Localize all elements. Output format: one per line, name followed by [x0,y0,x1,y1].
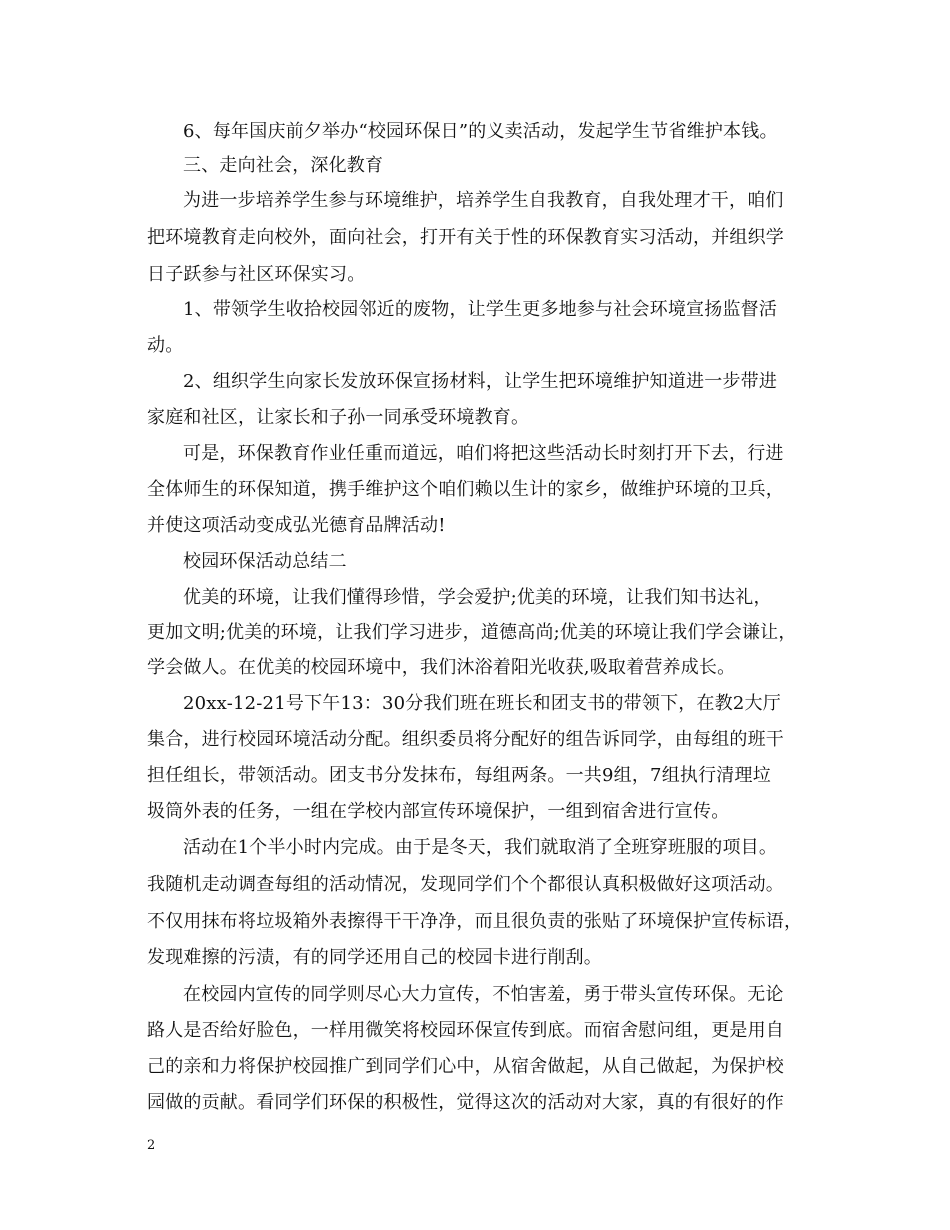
text-line: 动。 [147,335,184,356]
section-heading: 三、走向社会，深化教育 [183,155,384,176]
text-line: 活动在1个半小时内完成。由于是冬天，我们就取消了全班穿班服的项目。 [183,837,778,858]
text-line: 圾筒外表的任务，一组在学校内部宣传环境保护，一组到宿舍进行宣传。 [147,801,730,822]
text-line: 更加文明;优美的环境，让我们学习进步，道德高尚;优美的环境让我们学会谦让， [147,622,797,643]
text-line: 全体师生的环保知道，携手维护这个咱们赖以生计的家乡，做维护环境的卫兵， [147,479,784,500]
text-line: 为进一步培养学生参与环境维护，培养学生自我教育，自我处理才干，咱们 [183,190,784,211]
text-line: 日子跃参与社区环保实习。 [147,264,366,285]
text-line: 集合，进行校园环境活动分配。组织委员将分配好的组告诉同学，由每组的班干 [147,729,784,750]
text-line: 把环境教育走向校外，面向社会，打开有关于性的环保教育实习活动，并组织学 [147,227,784,248]
text-line: 园做的贡献。看同学们环保的积极性，觉得这次的活动对大家，真的有很好的作 [147,1092,784,1113]
text-line: 6、每年国庆前夕举办“校园环保日”的义卖活动，发起学生节省维护本钱。 [183,121,778,142]
text-line: 路人是否给好脸色，一样用微笑将校园环保宣传到底。而宿舍慰问组，更是用自 [147,1020,784,1041]
text-line: 不仅用抹布将垃圾箱外表擦得干干净净，而且很负责的张贴了环境保护宣传标语， [147,911,803,932]
text-line: 学会做人。在优美的校园环境中，我们沐浴着阳光收获,吸取着营养成长。 [147,657,736,678]
text-line: 2、组织学生向家长发放环保宣扬材料，让学生把环境维护知道进一步带进 [183,371,778,392]
text-line: 可是，环保教育作业任重而道远，咱们将把这些活动长时刻打开下去，行进 [183,443,784,464]
section-heading: 校园环保活动总结二 [183,551,347,572]
page-number: 2 [147,1138,156,1153]
text-line: 担任组长，带领活动。团支书分发抹布，每组两条。一共9组，7组执行清理垃 [147,765,771,786]
text-line: 我随机走动调查每组的活动情况，发现同学们个个都很认真积极做好这项活动。 [147,874,784,895]
text-line: 优美的环境，让我们懂得珍惜，学会爱护;优美的环境，让我们知书达礼， [183,587,772,608]
text-line: 发现难擦的污渍，有的同学还用自己的校园卡进行削刮。 [147,947,602,968]
text-line: 并使这项活动变成弘光德育品牌活动! [147,515,446,536]
text-line: 己的亲和力将保护校园推广到同学们心中，从宿舍做起，从自己做起，为保护校 [147,1056,784,1077]
text-line: 1、带领学生收拾校园邻近的废物，让学生更多地参与社会环境宣扬监督活 [183,299,778,320]
text-line: 在校园内宣传的同学则尽心大力宣传，不怕害羞，勇于带头宣传环保。无论 [183,984,784,1005]
text-line: 家庭和社区，让家长和子孙一同承受环境教育。 [147,407,530,428]
text-line: 20xx-12-21号下午13：30分我们班在班长和团支书的带领下，在教2大厅 [183,693,781,714]
